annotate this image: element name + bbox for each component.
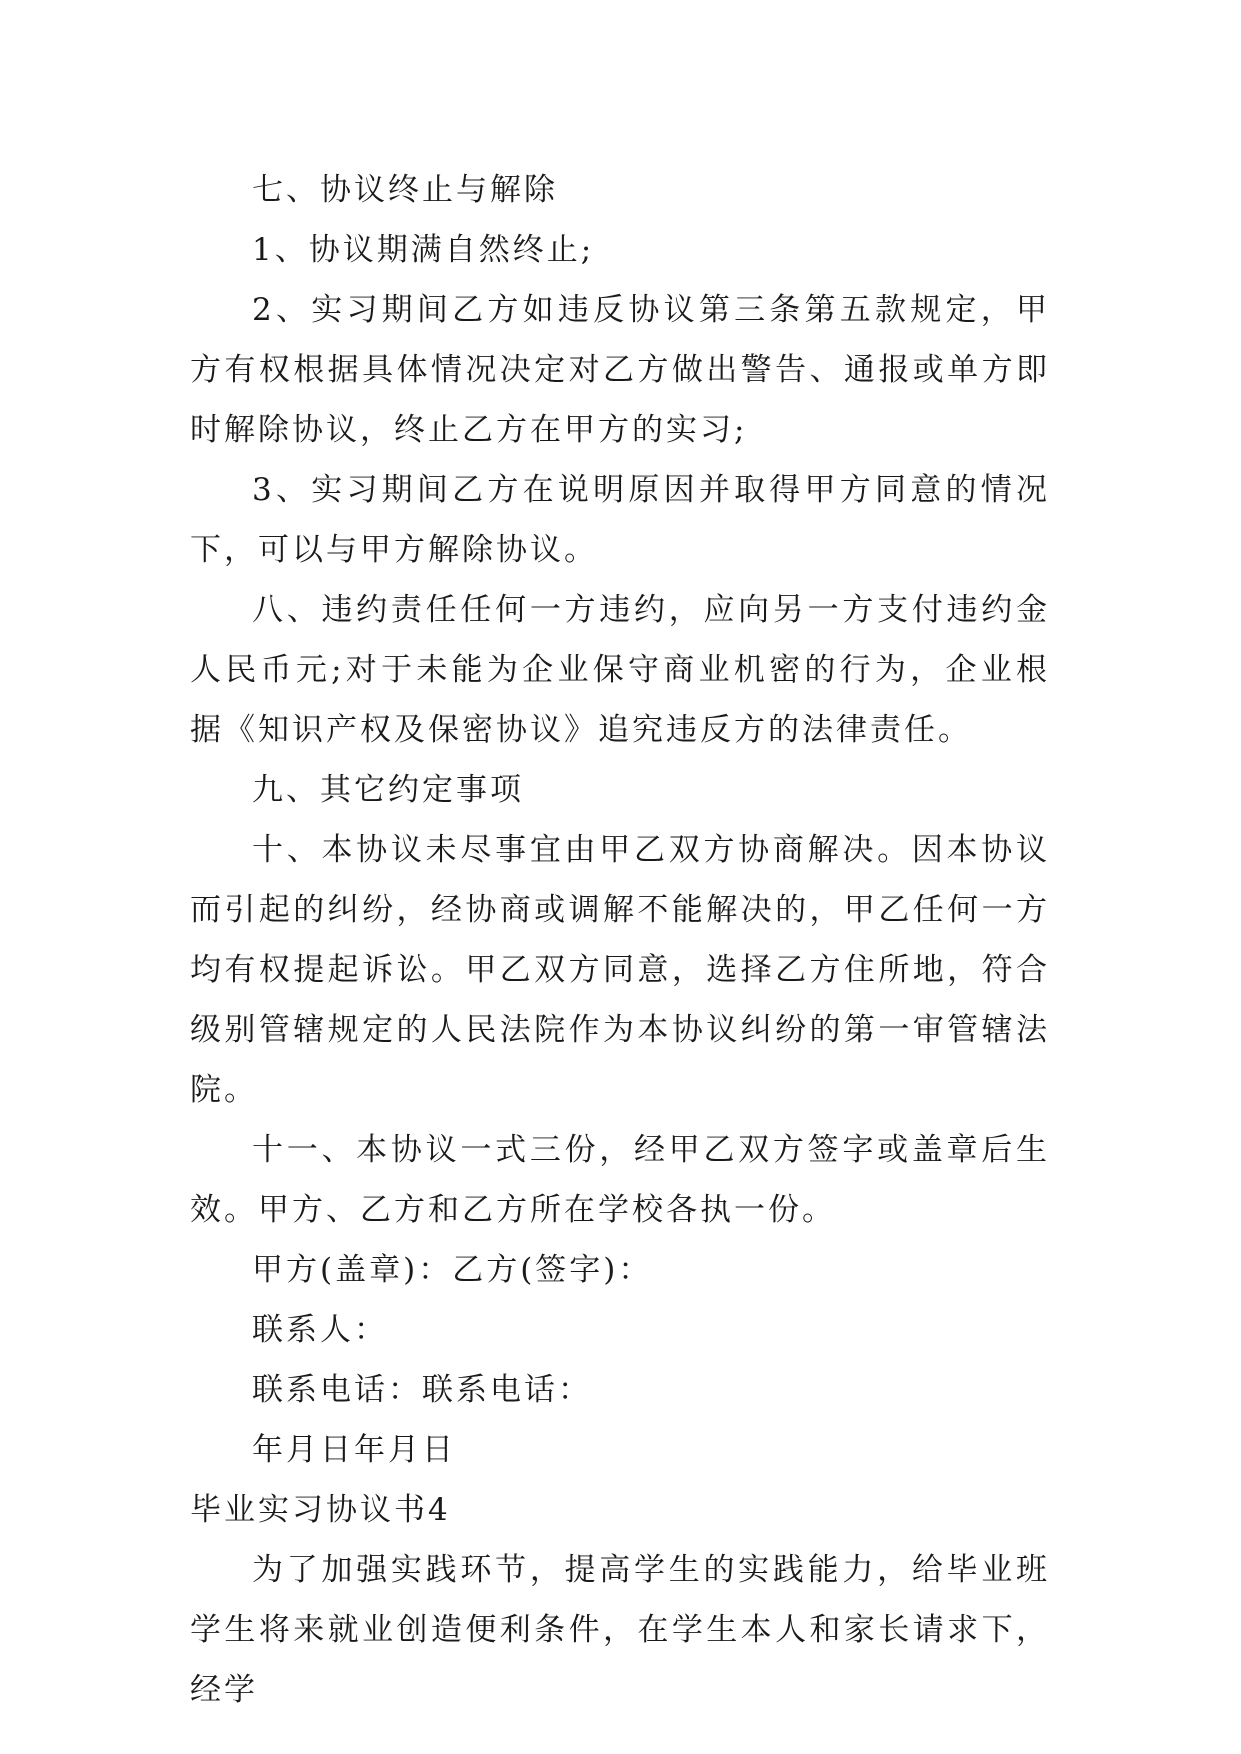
- intro-paragraph: 为了加强实践环节，提高学生的实践能力，给毕业班学生将来就业创造便利条件，在学生本人和家长请求下，经学: [190, 1552, 1050, 1708]
- section-heading-other-matters: 九、其它约定事项: [252, 772, 524, 808]
- date-line: 年月日年月日: [252, 1432, 456, 1468]
- clause-paragraph: 1、协议期满自然终止;: [252, 232, 595, 268]
- contact-phone-line: 联系电话：联系电话：: [252, 1372, 592, 1408]
- signature-line: 甲方(盖章)：乙方(签字)：: [252, 1252, 653, 1288]
- section-copies-effect: 十一、本协议一式三份，经甲乙双方签字或盖章后生效。甲方、乙方和乙方所在学校各执一份。: [190, 1132, 1050, 1228]
- document-body: [190, 160, 1050, 1720]
- section-breach-liability: 八、违约责任任何一方违约，应向另一方支付违约金人民币元;对于未能为企业保守商业机密的行为，企业根据《知识产权及保密协议》追究违反方的法律责任。: [190, 592, 1050, 748]
- contact-person-line: 联系人：: [252, 1312, 388, 1348]
- clause-paragraph: 3、实习期间乙方在说明原因并取得甲方同意的情况下，可以与甲方解除协议。: [190, 472, 1050, 568]
- section-dispute-resolution: 十、本协议未尽事宜由甲乙双方协商解决。因本协议而引起的纠纷，经协商或调解不能解决的，甲乙任何一方均有权提起诉讼。甲乙双方同意，选择乙方住所地，符合级别管辖规定的人民法院作为本协议纠纷的第一审管辖法院。: [190, 832, 1050, 1108]
- section-heading-termination: 七、协议终止与解除: [252, 172, 558, 208]
- document-title: 毕业实习协议书4: [190, 1492, 451, 1528]
- clause-paragraph: 2、实习期间乙方如违反协议第三条第五款规定，甲方有权根据具体情况决定对乙方做出警告、通报或单方即时解除协议，终止乙方在甲方的实习;: [190, 292, 1050, 448]
